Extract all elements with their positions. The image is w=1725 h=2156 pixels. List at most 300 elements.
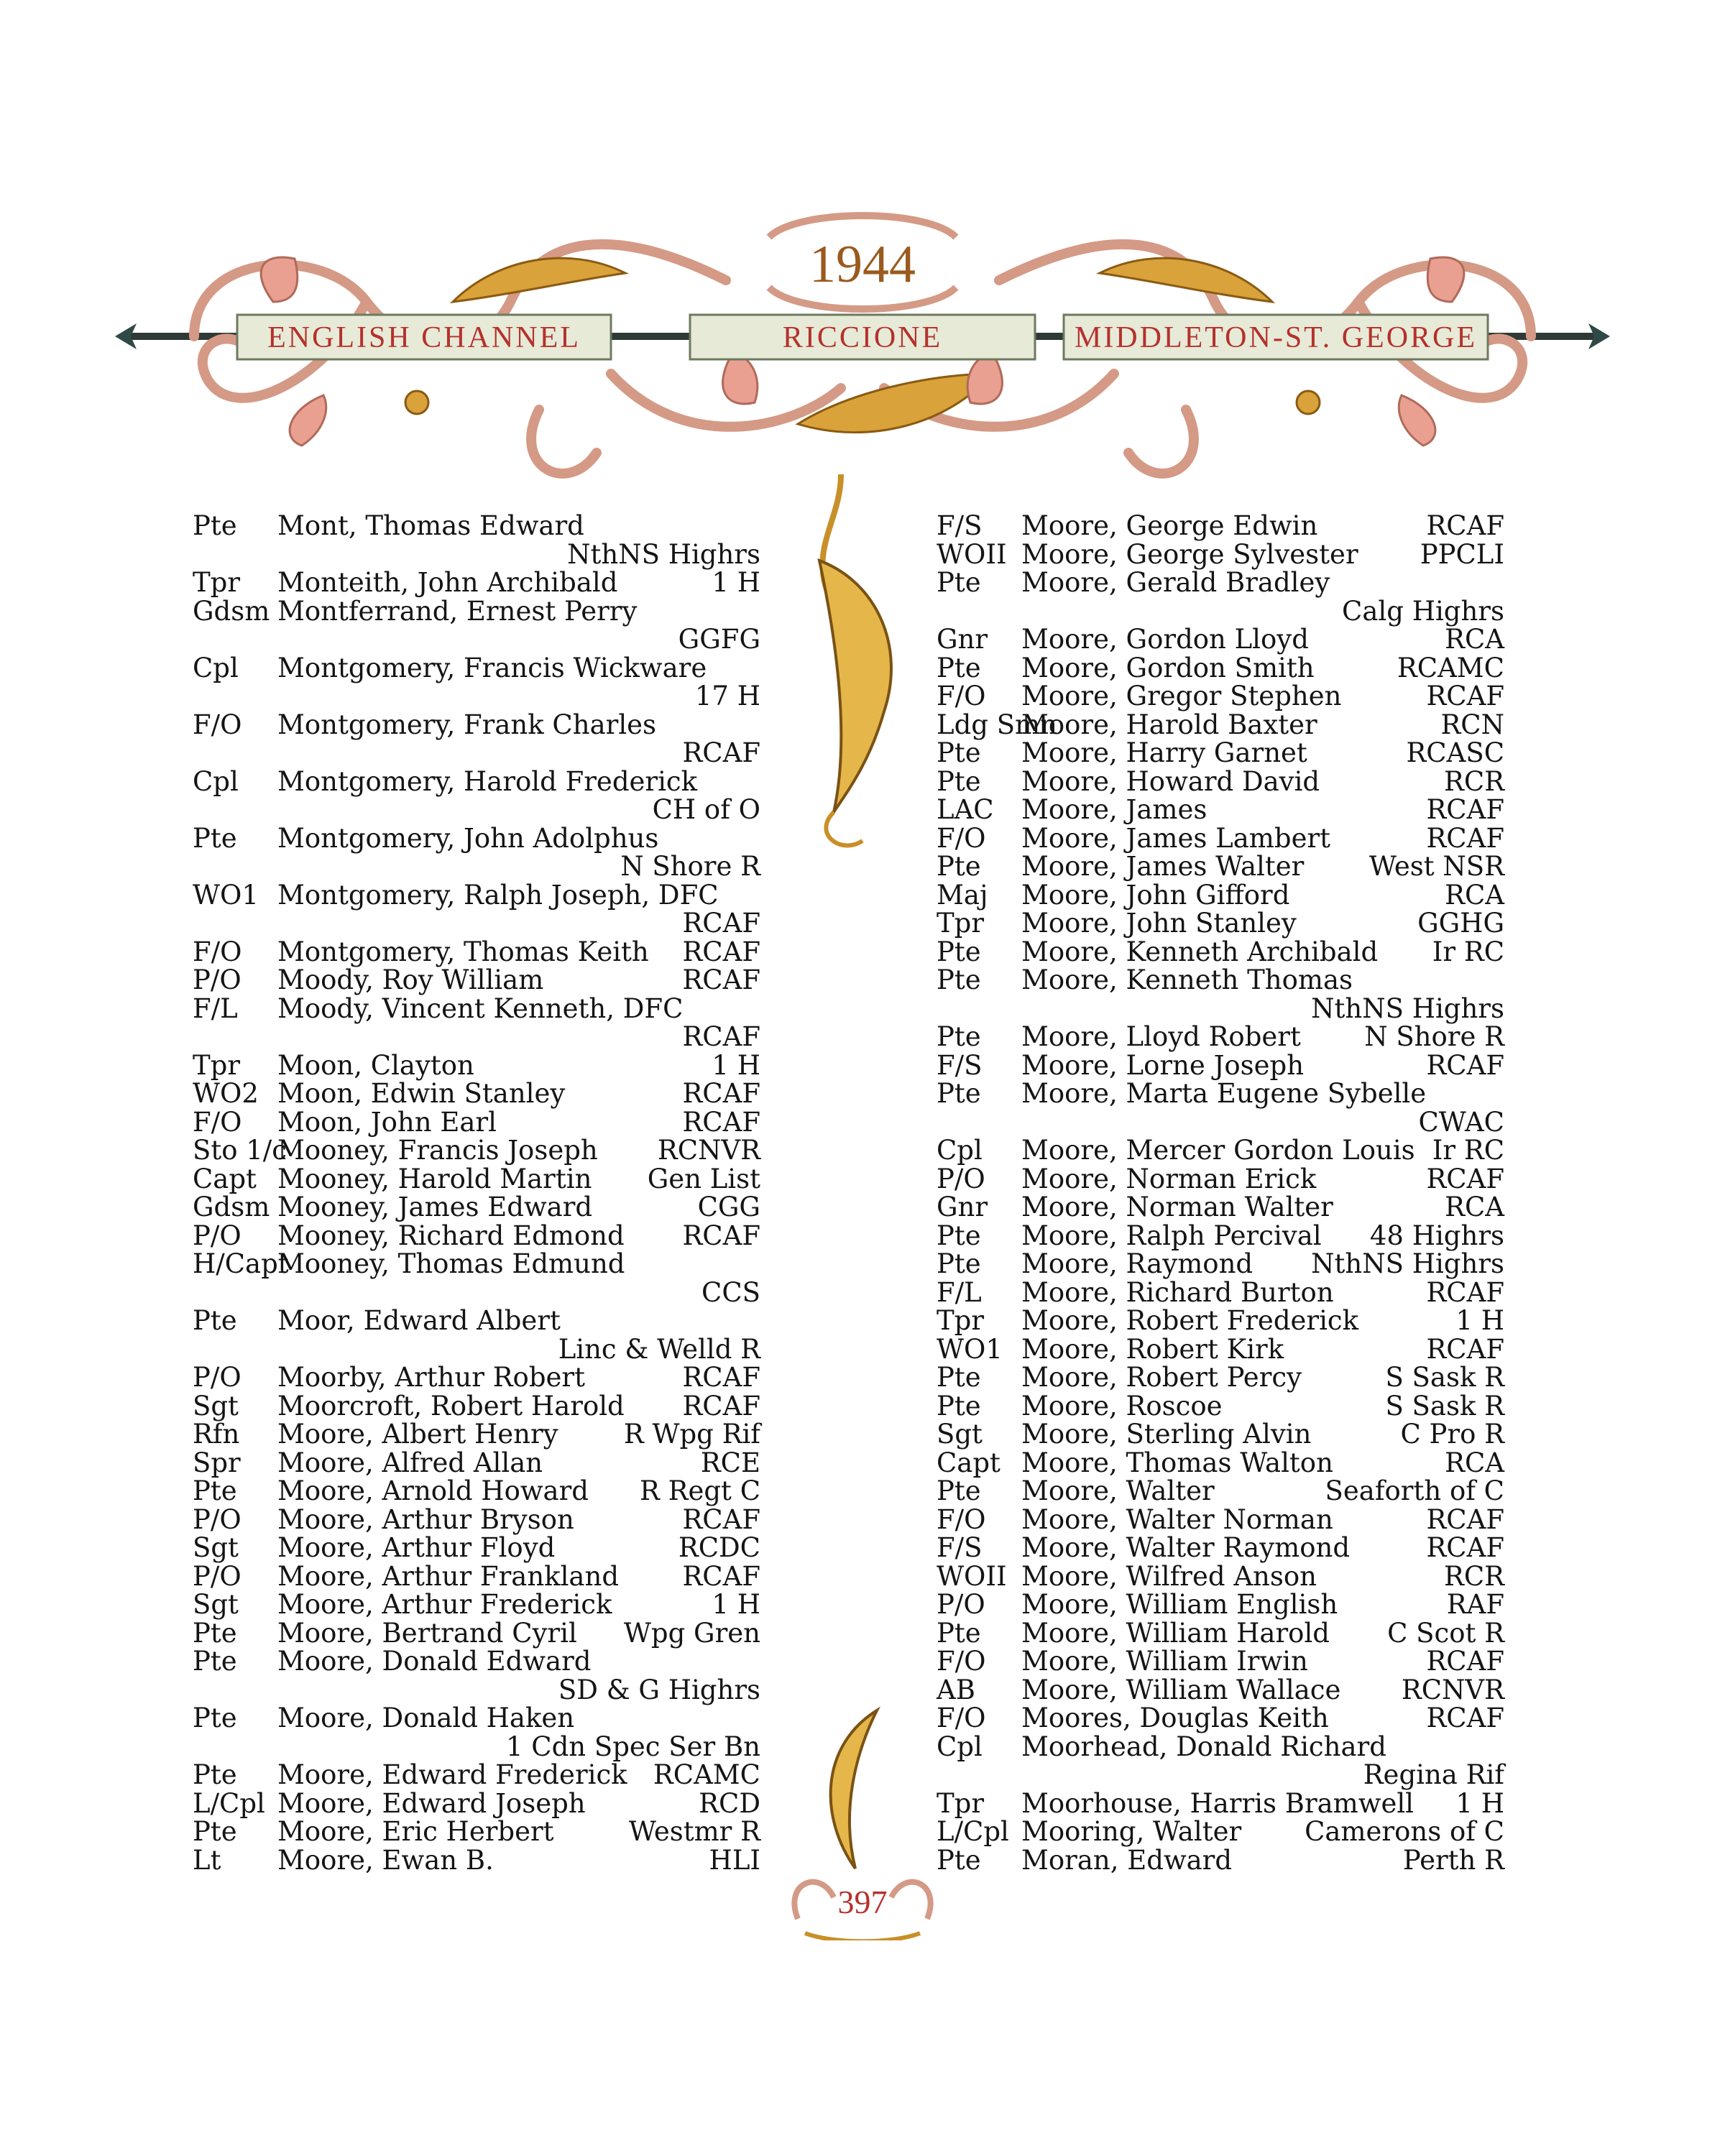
unit: 1 H xyxy=(1455,1305,1504,1336)
roll-entry xyxy=(193,1503,760,1535)
unit: RCAF xyxy=(682,908,760,939)
rank: Pte xyxy=(937,1844,981,1876)
roll-entry-line xyxy=(937,796,1504,824)
roll-entry xyxy=(937,1562,1504,1591)
soldier-name: Moore, Lorne Joseph xyxy=(1021,1049,1305,1081)
rank: Ldg Smn xyxy=(937,709,1057,740)
soldier-name: Moore, Bertrand Cyril xyxy=(277,1617,577,1649)
soldier-name: Moore, George Edwin xyxy=(1021,510,1318,541)
rank: Tpr xyxy=(937,1305,985,1336)
roll-entry xyxy=(937,512,1504,540)
unit: RCAF xyxy=(682,737,760,768)
roll-entry xyxy=(193,1477,760,1506)
rank: Capt xyxy=(193,1163,257,1194)
soldier-name: Moore, Robert Frederick xyxy=(1021,1305,1359,1336)
unit: RCN xyxy=(1440,709,1504,740)
unit: R Wpg Rif xyxy=(623,1419,760,1450)
unit: RCAF xyxy=(1426,1333,1504,1365)
roll-entry xyxy=(937,1449,1504,1478)
unit: NthNS Highrs xyxy=(1311,992,1504,1024)
roll-entry-line xyxy=(193,1392,760,1421)
roll-entry xyxy=(937,1335,1504,1364)
unit: CGG xyxy=(697,1192,760,1222)
soldier-name: Moore, William Wallace xyxy=(1021,1674,1341,1705)
rank: Tpr xyxy=(937,908,985,939)
roll-entry xyxy=(193,1789,760,1818)
roll-entry-line xyxy=(193,1789,760,1818)
roll-entry xyxy=(937,1165,1504,1194)
unit: R Regt C xyxy=(640,1475,760,1506)
rank: Gdsm xyxy=(193,1192,270,1222)
roll-entry xyxy=(193,1562,760,1591)
rank: Pte xyxy=(937,936,981,967)
soldier-name: Moore, Arthur Floyd xyxy=(277,1532,556,1563)
rank: F/O xyxy=(193,936,242,967)
roll-entry xyxy=(937,966,1504,1023)
roll-entry xyxy=(937,1079,1504,1136)
unit: RCAF xyxy=(682,1021,760,1052)
roll-entry-line xyxy=(937,739,1504,768)
roll-entry-line xyxy=(937,1051,1504,1080)
rank: Gnr xyxy=(937,1192,988,1222)
roll-entry xyxy=(193,1761,760,1789)
unit: Seaforth of C xyxy=(1325,1475,1504,1506)
roll-entry xyxy=(193,1647,760,1704)
soldier-name: Moor, Edward Albert xyxy=(277,1305,561,1336)
unit: Linc & Welld R xyxy=(558,1333,760,1365)
roll-entry xyxy=(937,1818,1504,1846)
unit: RCAF xyxy=(1426,1163,1504,1194)
rank: Cpl xyxy=(937,1731,983,1762)
cornucopia-ornament xyxy=(798,474,920,862)
soldier-name: Moore, Lloyd Robert xyxy=(1021,1021,1301,1052)
rank: L/Cpl xyxy=(193,1787,265,1819)
soldier-name: Montgomery, Harold Frederick xyxy=(277,765,698,797)
unit: RCAF xyxy=(1426,822,1504,854)
roll-entry xyxy=(193,938,760,967)
soldier-name: Moore, Arnold Howard xyxy=(277,1475,589,1506)
soldier-name: Mooney, James Edward xyxy=(277,1192,593,1222)
unit: RCD xyxy=(699,1787,760,1819)
unit: RCAF xyxy=(1426,1646,1504,1677)
unit: RCAF xyxy=(1426,1703,1504,1733)
roll-entry-line xyxy=(937,852,1504,881)
soldier-name: Moore, Kenneth Archibald xyxy=(1021,936,1379,967)
roll-entry xyxy=(193,1250,760,1307)
unit: RCA xyxy=(1445,879,1504,911)
roll-entry xyxy=(937,1733,1504,1789)
roll-entry-line xyxy=(937,909,1504,938)
roll-entry-line xyxy=(937,1503,1504,1535)
roll-entry xyxy=(193,1307,760,1363)
soldier-name: Moore, Harold Baxter xyxy=(1021,709,1317,740)
soldier-name: Moon, Edwin Stanley xyxy=(277,1078,566,1109)
roll-entry xyxy=(937,1307,1504,1335)
roll-entry xyxy=(193,711,760,768)
roll-entry-line xyxy=(937,1079,1504,1108)
rank: Pte xyxy=(937,964,981,995)
roll-entry-line xyxy=(937,1676,1504,1705)
roll-entry-line xyxy=(193,881,760,910)
roll-entry xyxy=(193,765,760,825)
roll-entry xyxy=(193,654,760,711)
svg-text:RICCIONE: RICCIONE xyxy=(782,321,943,354)
roll-entry xyxy=(937,1534,1504,1562)
soldier-name: Moore, Robert Kirk xyxy=(1021,1333,1284,1365)
unit: HLI xyxy=(709,1844,760,1876)
roll-entry-line xyxy=(937,1789,1504,1818)
svg-text:ENGLISH CHANNEL: ENGLISH CHANNEL xyxy=(267,321,581,354)
soldier-name: Moore, Robert Percy xyxy=(1021,1362,1302,1393)
roll-entry xyxy=(937,739,1504,768)
rank: Rfn xyxy=(193,1419,240,1450)
roll-entry-line xyxy=(193,1051,760,1080)
roll-entry xyxy=(937,540,1504,569)
roll-entry-line xyxy=(937,938,1504,967)
soldier-name: Montgomery, Francis Wickware xyxy=(277,652,707,683)
roll-entry-line xyxy=(937,881,1504,910)
rank: Pte xyxy=(193,1703,237,1733)
right-column xyxy=(937,512,1504,1874)
rank: L/Cpl xyxy=(937,1816,1009,1847)
soldier-name: Moran, Edward xyxy=(1021,1844,1233,1876)
soldier-name: Moorcroft, Robert Harold xyxy=(277,1390,625,1422)
rank: Sgt xyxy=(937,1419,983,1450)
roll-entry-line xyxy=(937,1136,1504,1165)
roll-entry-line xyxy=(937,711,1504,740)
rank: WO1 xyxy=(937,1333,1003,1365)
rank: F/O xyxy=(937,1703,986,1733)
roll-entry xyxy=(193,1392,760,1421)
rank: Pte xyxy=(193,1617,237,1649)
soldier-name: Monteith, John Archibald xyxy=(277,567,618,598)
rank: P/O xyxy=(937,1163,985,1194)
roll-entry xyxy=(937,1704,1504,1733)
unit: RCAF xyxy=(1426,1503,1504,1535)
soldier-name: Moore, Edward Frederick xyxy=(277,1759,627,1790)
roll-entry xyxy=(193,597,760,654)
soldier-name: Moon, Clayton xyxy=(277,1049,474,1081)
rank: Pte xyxy=(937,851,981,882)
roll-entry xyxy=(937,1023,1504,1051)
roll-entry-line xyxy=(193,1136,760,1165)
soldier-name: Mooney, Richard Edmond xyxy=(277,1220,625,1251)
unit: RCDC xyxy=(678,1532,760,1563)
roll-entry-line xyxy=(193,1165,760,1194)
roll-entry-line xyxy=(193,512,760,540)
roll-entry-line xyxy=(193,824,760,853)
roll-entry-line xyxy=(193,1193,760,1222)
rank: Tpr xyxy=(193,567,241,598)
unit: 1 Cdn Spec Ser Bn xyxy=(505,1731,760,1762)
soldier-name: Moody, Vincent Kenneth, DFC xyxy=(277,992,684,1024)
soldier-name: Mont, Thomas Edward xyxy=(277,510,584,541)
soldier-name: Moore, Gordon Smith xyxy=(1021,652,1315,683)
unit: NthNS Highrs xyxy=(567,538,760,570)
rank: P/O xyxy=(193,964,242,995)
rank: Tpr xyxy=(937,1787,985,1819)
unit: Regina Rif xyxy=(1363,1759,1504,1790)
unit: 17 H xyxy=(694,681,760,711)
unit: SD & G Highrs xyxy=(558,1674,760,1705)
banner-middleton-st-george xyxy=(1064,315,1488,359)
roll-entry xyxy=(937,1392,1504,1421)
roll-entry-line xyxy=(937,1023,1504,1051)
rank: Pte xyxy=(937,1220,981,1251)
roll-entry xyxy=(193,1534,760,1562)
unit: S Sask R xyxy=(1385,1390,1504,1422)
soldier-name: Moore, Ralph Percival xyxy=(1021,1220,1322,1251)
unit: Wpg Gren xyxy=(623,1617,760,1649)
roll-entry xyxy=(937,1619,1504,1648)
roll-entry-line xyxy=(193,1420,760,1449)
soldier-name: Moorby, Arthur Robert xyxy=(277,1362,585,1393)
roll-entry xyxy=(937,1136,1504,1165)
rank: WO1 xyxy=(193,879,259,911)
unit: CH of O xyxy=(652,794,760,825)
soldier-name: Moore, Gordon Lloyd xyxy=(1021,624,1309,655)
roll-entry-line xyxy=(193,1449,760,1478)
unit: CWAC xyxy=(1418,1106,1504,1138)
rank: F/O xyxy=(937,681,986,711)
roll-entry-line xyxy=(937,512,1504,540)
unit: Calg Highrs xyxy=(1342,595,1504,627)
rank: Tpr xyxy=(193,1049,241,1081)
unit: RCR xyxy=(1443,1560,1504,1592)
rank: Sgt xyxy=(193,1589,239,1620)
unit: RCAF xyxy=(682,1362,760,1393)
soldier-name: Moore, Gerald Bradley xyxy=(1021,567,1330,598)
roll-entry-line xyxy=(937,1647,1504,1676)
unit: RCAF xyxy=(682,1503,760,1535)
rank: Pte xyxy=(937,1390,981,1422)
roll-entry-line xyxy=(193,1503,760,1535)
roll-entry-line xyxy=(937,1619,1504,1648)
rank: Spr xyxy=(193,1447,241,1478)
soldier-name: Moore, Walter xyxy=(1021,1475,1215,1506)
soldier-name: Moorhouse, Harris Bramwell xyxy=(1021,1787,1414,1819)
unit: GGHG xyxy=(1417,908,1504,939)
soldier-name: Moore, Norman Walter xyxy=(1021,1192,1333,1222)
roll-entry-line xyxy=(193,966,760,995)
roll-entry-line xyxy=(937,682,1504,711)
soldier-name: Moore, Kenneth Thomas xyxy=(1021,964,1353,995)
roll-entry-line xyxy=(193,1363,760,1392)
soldier-name: Moore, Ewan B. xyxy=(277,1844,494,1876)
roll-entry xyxy=(193,992,760,1052)
year-title: 1944 xyxy=(809,235,916,294)
soldier-name: Moore, William Harold xyxy=(1021,1617,1330,1649)
roll-entry xyxy=(193,1704,760,1761)
roll-entry xyxy=(937,1789,1504,1818)
soldier-name: Moon, John Earl xyxy=(277,1106,497,1138)
soldier-name: Moore, Raymond xyxy=(1021,1248,1254,1279)
soldier-name: Moody, Roy William xyxy=(277,964,544,995)
roll-entry xyxy=(193,1449,760,1478)
roll-entry xyxy=(193,1222,760,1250)
rank: AB xyxy=(937,1674,975,1705)
unit: Camerons of C xyxy=(1305,1816,1504,1847)
rank: Pte xyxy=(193,1816,237,1847)
rank: Maj xyxy=(937,879,988,911)
rank: Pte xyxy=(937,1021,981,1052)
rank: F/O xyxy=(937,1503,986,1535)
unit: Ir RC xyxy=(1432,1135,1504,1166)
roll-entry xyxy=(937,852,1504,881)
unit: C Scot R xyxy=(1387,1617,1504,1649)
soldier-name: Moore, Walter Raymond xyxy=(1021,1532,1351,1563)
roll-entry-line xyxy=(193,765,760,797)
roll-entry-line xyxy=(937,1590,1504,1619)
roll-entry xyxy=(193,824,760,881)
rank: Pte xyxy=(937,1248,981,1279)
roll-entry-line xyxy=(937,1477,1504,1506)
roll-entry xyxy=(937,1250,1504,1279)
rank: Pte xyxy=(193,1759,237,1790)
rank: F/O xyxy=(937,1646,986,1677)
roll-entry xyxy=(193,881,760,938)
roll-entry-line xyxy=(193,1108,760,1137)
roll-entry xyxy=(937,1590,1504,1619)
soldier-name: Moore, John Stanley xyxy=(1021,908,1297,939)
soldier-name: Moore, Marta Eugene Sybelle xyxy=(1021,1078,1427,1109)
unit: 1 H xyxy=(1455,1787,1504,1819)
unit: RCAF xyxy=(1426,510,1504,541)
roll-entry-line xyxy=(937,1846,1504,1875)
unit: RCNVR xyxy=(1401,1674,1504,1705)
roll-entry xyxy=(193,1420,760,1449)
roll-entry xyxy=(937,711,1504,740)
roll-entry xyxy=(937,1363,1504,1392)
rank: F/O xyxy=(193,1106,242,1138)
soldier-name: Montgomery, Frank Charles xyxy=(277,709,657,740)
soldier-name: Montferrand, Ernest Perry xyxy=(277,595,638,627)
roll-entry-line xyxy=(937,1222,1504,1250)
soldier-name: Moore, Arthur Bryson xyxy=(277,1503,574,1535)
roll-entry-line xyxy=(937,765,1504,797)
left-column xyxy=(193,512,760,1874)
roll-entry xyxy=(193,512,760,568)
soldier-name: Moore, Harry Garnet xyxy=(1021,737,1307,768)
rank: Sgt xyxy=(193,1390,239,1422)
unit: RCAF xyxy=(1426,794,1504,825)
roll-entry xyxy=(937,568,1504,625)
roll-entry xyxy=(193,1818,760,1846)
roll-entry xyxy=(193,1193,760,1222)
soldier-name: Moore, Norman Erick xyxy=(1021,1163,1317,1194)
rank: Gdsm xyxy=(193,595,270,627)
unit: RCAF xyxy=(682,1078,760,1109)
rank: Cpl xyxy=(193,652,239,683)
soldier-name: Moore, Donald Haken xyxy=(277,1703,575,1733)
unit: RAF xyxy=(1446,1589,1504,1620)
roll-entry xyxy=(193,1590,760,1619)
unit: RCAF xyxy=(682,1560,760,1592)
soldier-name: Moore, William English xyxy=(1021,1589,1338,1620)
roll-entry-line xyxy=(193,1562,760,1591)
rank: P/O xyxy=(193,1560,242,1592)
rank: Cpl xyxy=(193,765,239,797)
rank: WOII xyxy=(937,538,1007,570)
soldier-name: Montgomery, Thomas Keith xyxy=(277,936,649,967)
roll-entry xyxy=(937,881,1504,910)
unit: RCAMC xyxy=(1397,652,1504,683)
roll-entry-line xyxy=(193,1619,760,1648)
roll-entry xyxy=(937,1676,1504,1705)
soldier-name: Moore, Eric Herbert xyxy=(277,1816,554,1847)
soldier-name: Moore, Richard Burton xyxy=(1021,1276,1334,1308)
roll-entry-line xyxy=(193,1590,760,1619)
unit: Perth R xyxy=(1402,1844,1504,1876)
soldier-name: Moorhead, Donald Richard xyxy=(1021,1731,1386,1762)
roll-entry xyxy=(937,824,1504,853)
roll-entry-line xyxy=(937,1733,1504,1761)
unit: 1 H xyxy=(712,567,760,598)
roll-entry-line xyxy=(193,1818,760,1846)
unit: CCS xyxy=(702,1276,760,1308)
unit: RCA xyxy=(1445,1192,1504,1222)
roll-entry-line xyxy=(937,1392,1504,1421)
soldier-name: Moore, Wilfred Anson xyxy=(1021,1560,1317,1592)
roll-entry xyxy=(193,1108,760,1137)
roll-entry xyxy=(937,909,1504,938)
unit: RCAF xyxy=(1426,1276,1504,1308)
unit: RCAF xyxy=(682,964,760,995)
roll-entry-line xyxy=(937,1420,1504,1449)
soldier-name: Moores, Douglas Keith xyxy=(1021,1703,1329,1733)
roll-entry-line xyxy=(193,992,760,1024)
roll-entry-line xyxy=(937,824,1504,853)
rank: Pte xyxy=(937,567,981,598)
unit: RCA xyxy=(1445,624,1504,655)
unit: RCASC xyxy=(1406,737,1504,768)
rank: P/O xyxy=(193,1503,242,1535)
roll-entry-line xyxy=(193,597,760,626)
unit: GGFG xyxy=(678,624,760,655)
soldier-name: Moore, Mercer Gordon Louis xyxy=(1021,1135,1415,1166)
rank: Pte xyxy=(937,737,981,768)
roll-entry-line xyxy=(193,1534,760,1562)
soldier-name: Moore, Gregor Stephen xyxy=(1021,681,1342,711)
roll-entry-line xyxy=(937,1307,1504,1335)
soldier-name: Moore, Donald Edward xyxy=(277,1646,592,1677)
roll-entry xyxy=(193,966,760,995)
rank: Pte xyxy=(937,1617,981,1649)
roll-entry-line xyxy=(193,711,760,740)
roll-entry xyxy=(937,1193,1504,1222)
soldier-name: Moore, James Walter xyxy=(1021,851,1305,882)
unit: Gen List xyxy=(647,1163,760,1194)
soldier-name: Moore, Edward Joseph xyxy=(277,1787,586,1819)
roll-entry-line xyxy=(193,1477,760,1506)
unit: 1 H xyxy=(712,1589,760,1620)
soldier-name: Moore, Albert Henry xyxy=(277,1419,558,1450)
roll-entry-line xyxy=(937,1165,1504,1194)
roll-entry-line xyxy=(937,1193,1504,1222)
rank: F/L xyxy=(937,1276,982,1308)
soldier-name: Mooney, Thomas Edmund xyxy=(277,1248,625,1279)
roll-entry-line xyxy=(193,1761,760,1789)
unit: RCAMC xyxy=(653,1759,760,1790)
page-number: 397 xyxy=(837,1884,888,1920)
roll-entry-line xyxy=(193,938,760,967)
roll-entry-line xyxy=(937,1818,1504,1846)
rank: P/O xyxy=(937,1589,985,1620)
roll-entry xyxy=(193,568,760,597)
rank: Capt xyxy=(937,1447,1000,1478)
soldier-name: Montgomery, Ralph Joseph, DFC xyxy=(277,879,719,911)
unit: RCAF xyxy=(1426,1532,1504,1563)
